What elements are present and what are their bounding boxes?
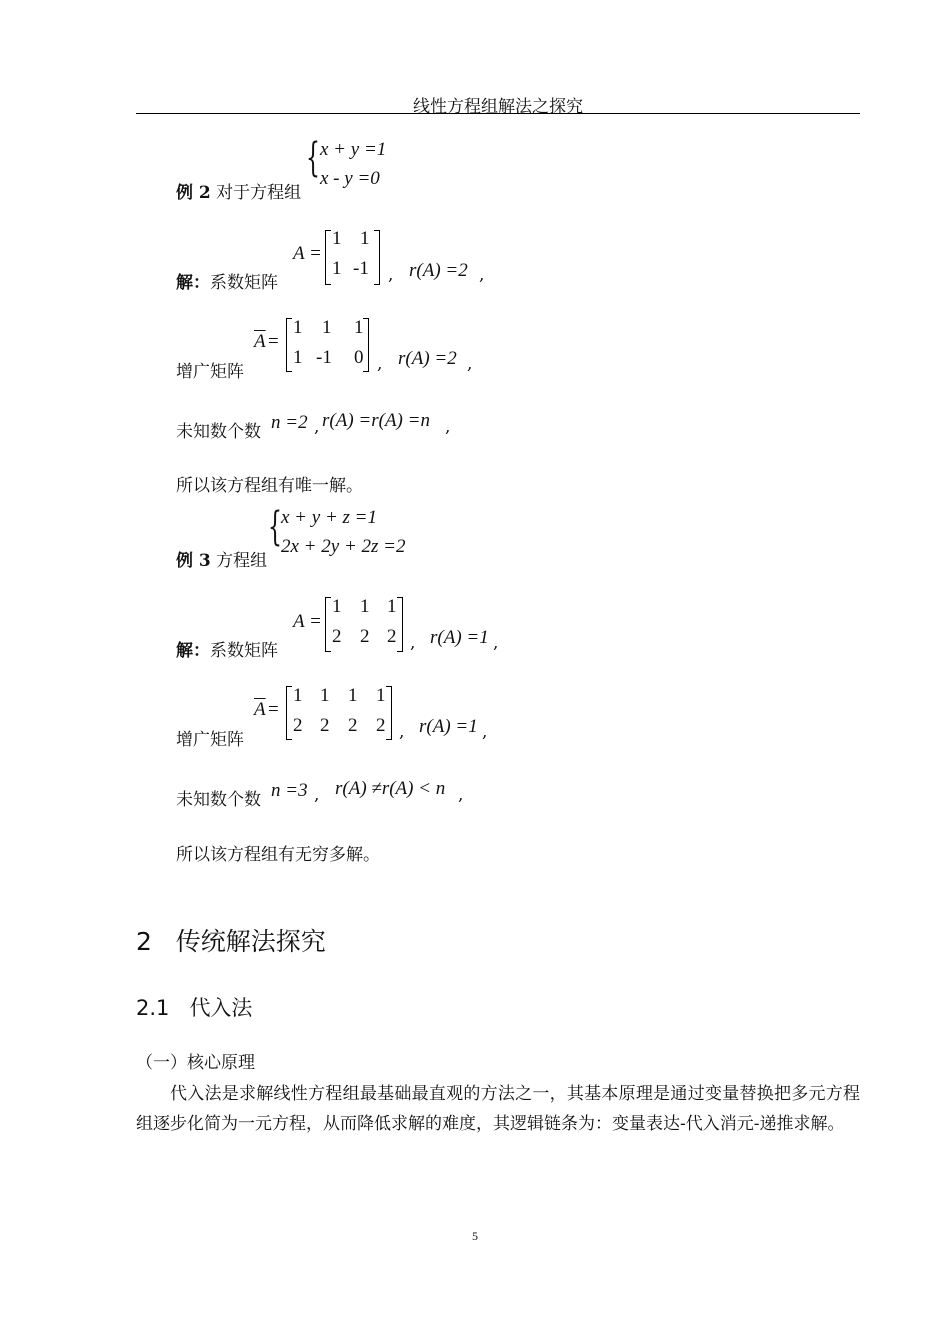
ex3-A-r2c3: 2 — [387, 626, 397, 647]
ex2-Abar-bracket-right — [363, 318, 369, 372]
ex2-Abar-r2c3: 0 — [354, 347, 364, 368]
ex2-Abar-bracket-left — [286, 318, 292, 372]
ex3-Abar-r2c3: 2 — [348, 715, 358, 736]
ex2-comma-4: , — [467, 354, 473, 374]
ex2-comma-1: , — [388, 265, 394, 285]
body-paragraph: 代入法是求解线性方程组最基础最直观的方法之一，其基本原理是通过变量替换把多元方程组逐步化简为一元方程，从而降低求解的难度，其逻辑链条为：变量表达-代入消元-递推求解。 — [136, 1084, 860, 1134]
example-3-label: 例 3 — [176, 551, 211, 571]
ex3-comma-3: , — [399, 722, 405, 742]
ex3-A-r2c2: 2 — [360, 626, 370, 647]
ex3-A-r1c2: 1 — [360, 596, 370, 617]
ex3-comma-1: , — [410, 633, 416, 653]
example-2-intro — [176, 178, 301, 203]
ex3-Abar-eq: = — [268, 699, 279, 720]
ex2-n-eq: n =2 — [271, 412, 308, 433]
ex3-Abar-r2c4: 2 — [376, 715, 386, 736]
ex2-Abar-r1c1: 1 — [293, 317, 303, 338]
ex3-coef-text: 系数矩阵 — [210, 641, 278, 661]
ex3-Abar-bracket-left — [286, 686, 292, 740]
page-number: 5 — [472, 1229, 478, 1243]
example-2-label: 例 2 — [176, 183, 211, 203]
ex2-comma-2: , — [479, 265, 485, 285]
subsection-number: 2.1 — [136, 996, 170, 1020]
header-rule — [136, 113, 860, 114]
ex3-comma-2: , — [493, 633, 499, 653]
ex2-comma-3: , — [377, 354, 383, 374]
ex2-A-r1c2: 1 — [360, 228, 370, 249]
ex2-eq1: x + y =1 — [320, 139, 387, 160]
ex2-coef-text: 系数矩阵 — [210, 273, 278, 293]
ex2-Abar-r1c2: 1 — [322, 317, 332, 338]
ex2-comma-5: , — [314, 417, 320, 437]
ex3-A-r1c1: 1 — [332, 596, 342, 617]
ex3-Abar-r2c1: 2 — [293, 715, 303, 736]
subsection-title: 代入法 — [189, 996, 253, 1020]
ex3-A-symbol: A = — [293, 611, 322, 632]
ex2-Abar-symbol: $\overline{A}$ — [254, 331, 266, 352]
ex3-unk-text: 未知数个数 — [176, 790, 261, 810]
ex2-A-bracket-right — [374, 230, 380, 285]
ex3-eq1: x + y + z =1 — [281, 507, 377, 528]
ex3-Abar-symbol: $\overline{A}$ — [254, 699, 266, 720]
ex2-solution-label: 解： — [176, 273, 210, 293]
example-3-text: 方程组 — [216, 551, 268, 571]
ex3-Abar-r2c2: 2 — [320, 715, 330, 736]
example-3-intro — [176, 546, 267, 571]
ex2-unk-text: 未知数个数 — [176, 422, 261, 442]
ex2-Abar-eq: = — [268, 331, 279, 352]
ex3-A-r2c1: 2 — [332, 626, 342, 647]
ex3-Abar-r1c3: 1 — [348, 685, 358, 706]
ex2-aug-text: 增广矩阵 — [176, 362, 244, 382]
ex3-Abar-bracket-right — [386, 686, 392, 740]
ex3-n-eq: n =3 — [271, 780, 308, 801]
ex3-eq2: 2x + 2y + 2z =2 — [281, 536, 406, 557]
section-title: 传统解法探究 — [175, 927, 326, 956]
ex3-comma-6: , — [458, 785, 464, 805]
ex2-comma-6: , — [445, 417, 451, 437]
ex3-A-bracket-left — [325, 597, 331, 652]
example-2-text: 对于方程组 — [216, 183, 302, 203]
sub-item-heading: （一）核心原理 — [136, 1053, 255, 1073]
ex3-solution-label: 解： — [176, 641, 210, 661]
ex3-rank-A: r(A) =1 — [430, 627, 489, 648]
ex3-A-r1c3: 1 — [387, 596, 397, 617]
ex3-Abar-r1c1: 1 — [293, 685, 303, 706]
ex3-comma-5: , — [314, 785, 320, 805]
ex3-rank-compare: r(A) ≠r(A) < n — [335, 778, 446, 799]
ex3-conclusion: 所以该方程组有无穷多解。 — [176, 845, 380, 865]
ex2-Abar-r2c1: 1 — [293, 347, 303, 368]
ex3-system-brace: { — [268, 504, 282, 550]
section-number: 2 — [136, 927, 152, 956]
running-header: 线性方程组解法之探究 — [413, 97, 583, 117]
ex3-A-bracket-right — [397, 597, 403, 652]
subsection-heading — [136, 992, 252, 1022]
ex3-aug-text: 增广矩阵 — [176, 730, 244, 750]
ex3-coef-line — [176, 636, 278, 661]
ex2-conclusion: 所以该方程组有唯一解。 — [176, 476, 363, 496]
ex2-A-r2c2: -1 — [353, 258, 369, 279]
ex2-system-brace: { — [306, 135, 320, 181]
ex2-rank-compare: r(A) =r(A) =n — [322, 410, 430, 431]
ex3-Abar-r1c2: 1 — [320, 685, 330, 706]
ex2-rank-A: r(A) =2 — [409, 260, 468, 281]
ex2-Abar-r2c2: -1 — [316, 347, 332, 368]
ex2-A-r1c1: 1 — [332, 228, 342, 249]
ex2-A-symbol: A = — [293, 243, 322, 264]
ex2-A-r2c1: 1 — [332, 258, 342, 279]
ex2-Abar-r1c3: 1 — [354, 317, 364, 338]
ex3-rank-Abar: r(A) =1 — [419, 716, 478, 737]
section-heading — [136, 922, 326, 958]
ex2-A-bracket-left — [325, 230, 331, 285]
ex3-Abar-r1c4: 1 — [376, 685, 386, 706]
ex3-comma-4: , — [482, 722, 488, 742]
ex2-rank-Abar: r(A) =2 — [398, 348, 457, 369]
ex2-eq2: x - y =0 — [320, 168, 380, 189]
ex2-coef-line — [176, 268, 278, 293]
